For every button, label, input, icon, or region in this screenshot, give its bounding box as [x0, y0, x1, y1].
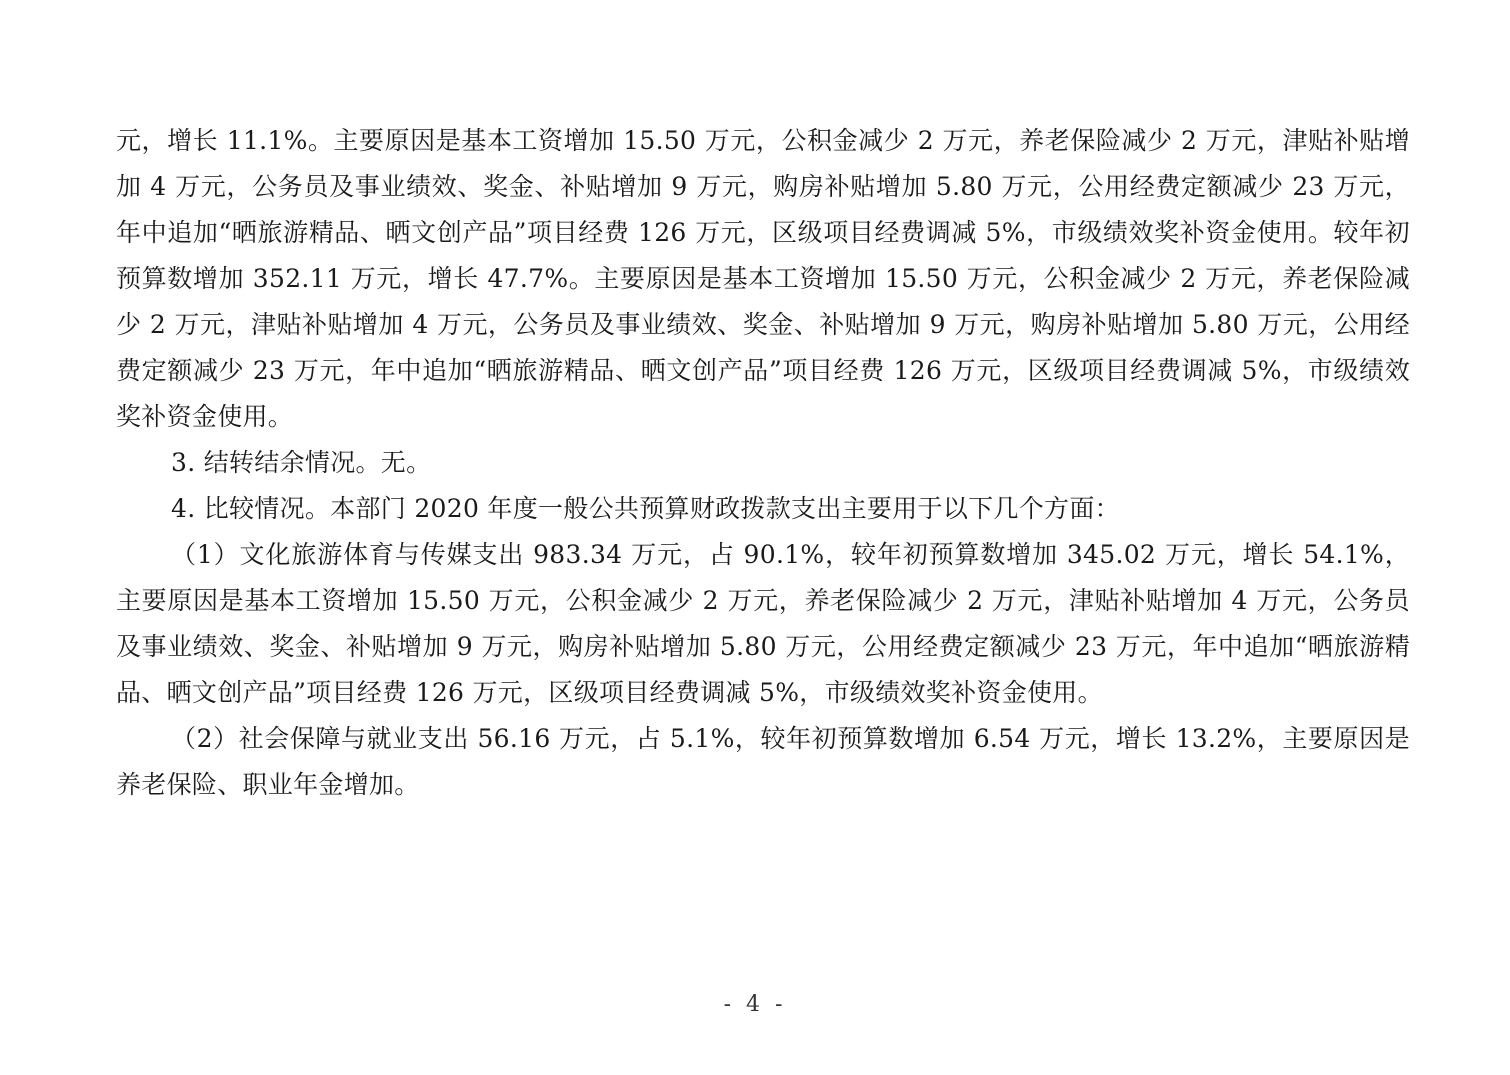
paragraph-continuation: 元，增长 11.1%。主要原因是基本工资增加 15.50 万元，公积金减少 2 万元，养老保险减少 2 万元，津贴补贴增加 4 万元，公务员及事业绩效、奖金、补贴增加 9 万元，购房补贴增加 5.80 万元，公用经费定额减少 23 万元，年中追加“晒旅游精品、晒文创产品”项目经费 126 万元，区级项目经费调减 5%，市级绩效奖补资金使用。较年初预算数增加 352.11 万元，增长 47.7%。主要原因是基本工资增加 15.50 万元，公积金减少 2 万元，养老保险减少 2 万元，津贴补贴增加 4 万元，公务员及事业绩效、奖金、补贴增加 9 万元，购房补贴增加 5.80 万元，公用经费定额减少 23 万元，年中追加“晒旅游精品、晒文创产品”项目经费 126 万元，区级项目经费调减 5%，市级绩效奖补资金使用。 [116, 126, 1410, 431]
paragraph-culture-tourism-expenditure: （1）文化旅游体育与传媒支出 983.34 万元，占 90.1%，较年初预算数增加 345.02 万元，增长 54.1%，主要原因是基本工资增加 15.50 万元，公积金减少 2 万元，养老保险减少 2 万元，津贴补贴增加 4 万元，公务员及事业绩效、奖金、补贴增加 9 万元，购房补贴增加 5.80 万元，公用经费定额减少 23 万元，年中追加“晒旅游精品、晒文创产品”项目经费 126 万元，区级项目经费调减 5%，市级绩效奖补资金使用。 [116, 540, 1410, 707]
paragraph-social-security-expenditure: （2）社会保障与就业支出 56.16 万元，占 5.1%，较年初预算数增加 6.54 万元，增长 13.2%，主要原因是养老保险、职业年金增加。 [116, 724, 1410, 799]
paragraph-comparison-intro: 4. 比较情况。本部门 2020 年度一般公共预算财政拨款支出主要用于以下几个方面： [171, 494, 1120, 523]
paragraph-carryover-status: 3. 结转结余情况。无。 [171, 448, 432, 477]
document-body [116, 118, 1410, 808]
page-number: - 4 - [723, 992, 787, 1017]
